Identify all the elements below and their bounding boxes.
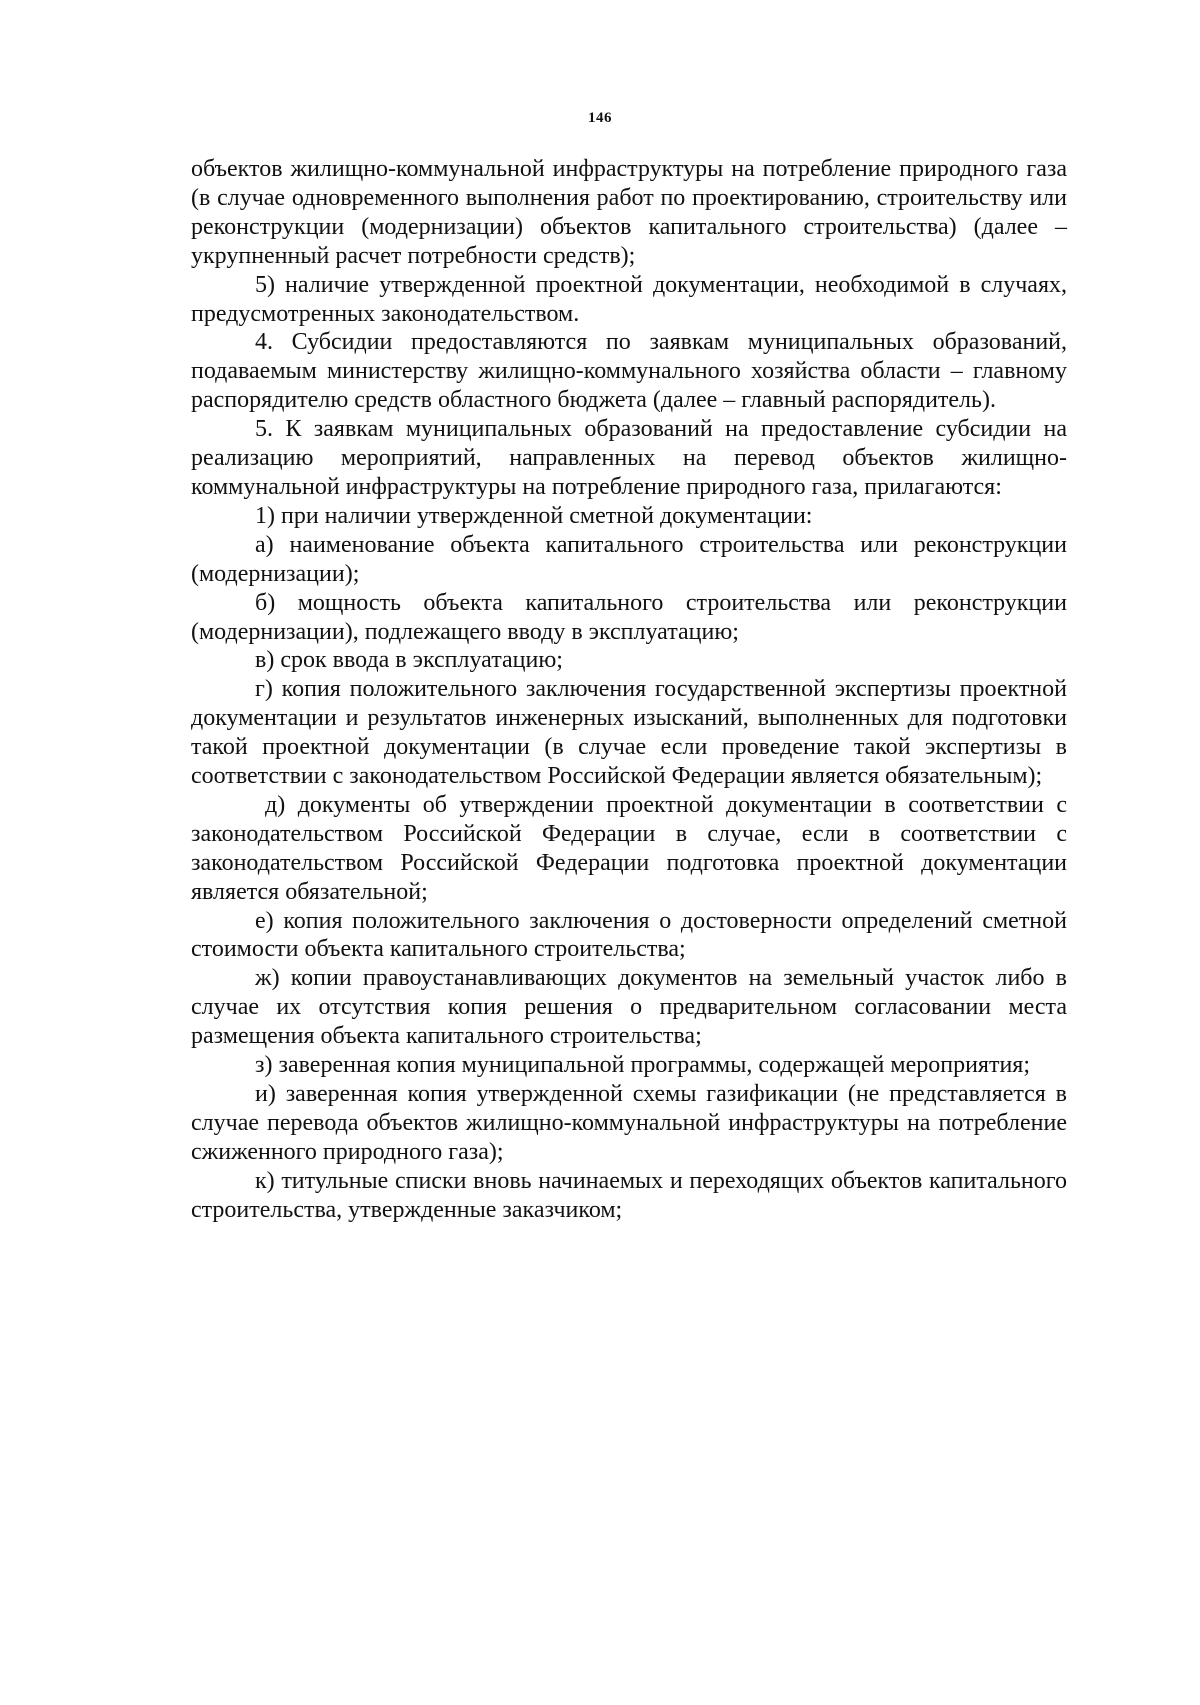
paragraph-item-5: 5) наличие утвержденной проектной документации, необходимой в случаях, предусмотренных законодательством. — [191, 271, 1067, 327]
paragraph-subitem-i: и) заверенная копия утвержденной схемы газификации (не представляется в случае перевода объектов жилищно-коммунальной инфраструктуры на потребление сжиженного природного газа); — [191, 1081, 1067, 1165]
paragraph-subitem-k: к) титульные списки вновь начинаемых и переходящих объектов капитального строительства, утвержденные заказчиком; — [191, 1167, 1067, 1223]
paragraph-subitem-z: з) заверенная копия муниципальной программы, содержащей мероприятия; — [255, 1052, 1031, 1079]
paragraph-subitem-a: а) наименование объекта капитального строительства или реконструкции (модернизации); — [191, 531, 1067, 587]
paragraph-subitem-zh: ж) копии правоустанавливающих документов на земельный участок либо в случае их отсутствия копия решения о предварительном согласовании места размещения объекта капитального строительства; — [191, 965, 1067, 1050]
page-number: 146 — [588, 110, 612, 126]
paragraph-item-1: 1) при наличии утвержденной сметной документации: — [255, 502, 813, 529]
paragraph-subitem-e: е) копия положительного заключения о достоверности определений сметной стоимости объекта капитального строительства; — [191, 907, 1067, 963]
paragraph-subitem-b: б) мощность объекта капитального строительства или реконструкции (модернизации), подлежащего вводу в эксплуатацию; — [191, 589, 1067, 645]
paragraph-section-5: 5. К заявкам муниципальных образований на предоставление субсидии на реализацию мероприятий, направленных на перевод объектов жилищно-коммунальной инфраструктуры на потребление природного газа, прилагаются: — [191, 416, 1067, 500]
paragraph-continuation: объектов жилищно-коммунальной инфраструктуры на потребление природного газа (в случае одновременного выполнения работ по проектированию, строительству или реконструкции (модернизации) объектов капитального строительства) (далее – укрупненный расчет потребности средств); — [191, 156, 1067, 269]
paragraph-subitem-g: г) копия положительного заключения государственной экспертизы проектной документации и результатов инженерных изысканий, выполненных для подготовки такой проектной документации (в случае если проведение такой экспертизы в соответствии с законодательством Российской Федерации является обязательным); — [191, 676, 1067, 790]
paragraph-section-4: 4. Субсидии предоставляются по заявкам муниципальных образований, подаваемым министерству жилищно-коммунального хозяйства области – главному распорядителю средств областного бюджета (далее – главный распорядитель). — [191, 329, 1067, 414]
paragraph-subitem-v: в) срок ввода в эксплуатацию; — [255, 647, 563, 674]
paragraph-subitem-d: д) документы об утверждении проектной документации в соответствии с законодательством Российской Федерации в случае, если в соответствии с законодательством Российской Федерации подготовка проектной документации является обязательной; — [191, 791, 1067, 905]
document-body — [191, 155, 1067, 1225]
